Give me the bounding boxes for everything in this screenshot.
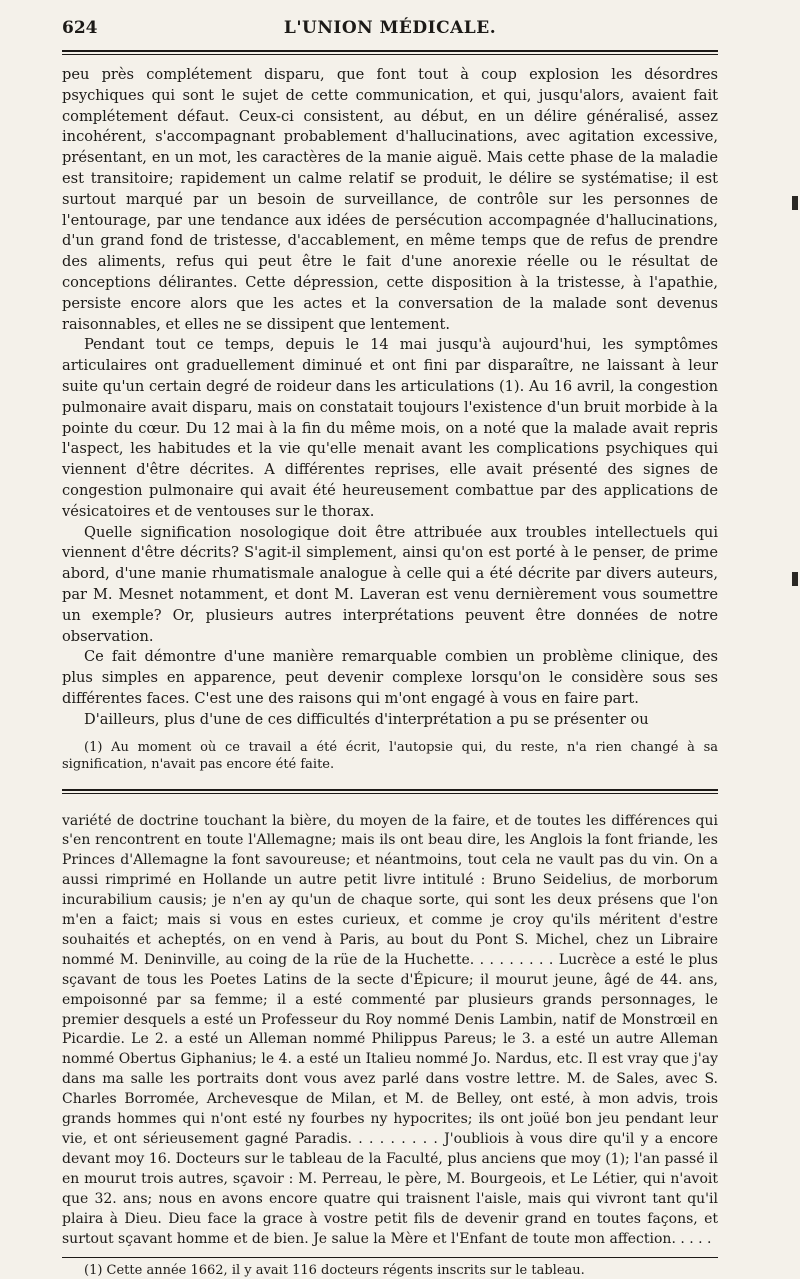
feuilleton-footnote — [62, 1262, 718, 1279]
footnote-rule — [62, 1257, 718, 1258]
header-rule — [62, 50, 718, 52]
page-edge-mark — [792, 196, 798, 210]
section-divider — [62, 789, 718, 791]
footnote-text: (1) Au moment où ce travail a été écrit, l'autopsie qui, du reste, n'a rien changé à sa signification, n'avait pas encore été faite. — [62, 739, 718, 772]
section-divider-thin — [62, 793, 718, 794]
paragraph: Ce fait démontre d'une manière remarquable combien un problème clinique, des plus simples en apparence, peut devenir complexe lorsqu'on le considère sous ses différentes faces. C'est une des raisons qui m'ont engagé à vous en faire part. — [62, 648, 718, 707]
paragraph: peu près complétement disparu, que font tout à coup explosion les désordres psychiques qui sont le sujet de cette communication, et qui, jusqu'alors, avaient fait complétement défaut. Ceux-ci consistent, au début, en un délire généralisé, assez incohérent, s'accompagnant probablement d'hallucinations, avec agitation excessive, présentant, en un mot, les caractères de la manie aiguë. Mais cette phase de la maladie est transitoire; rapidement un calme relatif se produit, le délire se systématise; il est surtout marqué par un besoin de surveillance, de contrôle sur les personnes de l'entourage, par une tendance aux idées de persécution accompagnée d'hallucinations, d'un grand fond de tristesse, d'accablement, en même temps que de refus de prendre des aliments, refus qui peut être le fait d'une anorexie réelle ou le résultat de conceptions délirantes. Cette dépression, cette disposition à la tristesse, à l'apathie, persiste encore alors que les actes et la conversation de la malade sont devenus raisonnables, et elles ne se dissipent que lentement. — [62, 66, 718, 333]
main-article — [62, 65, 718, 731]
header-rule-thin — [62, 54, 718, 55]
page-edge-mark — [792, 572, 798, 586]
page-header — [62, 14, 718, 40]
paragraph: Quelle signification nosologique doit être attribuée aux troubles intellectuels qui viennent d'être décrits? S'agit-il simplement, ainsi qu'on est porté à le penser, de prime abord, d'une manie rhumatismale analogue à celle qui a été décrite par divers auteurs, par M. Mesnet notamment, et dont M. Laveran est venu dernièrement vous soumettre un exemple? Or, plusieurs autres interprétations peuvent être données de notre observation. — [62, 523, 718, 645]
paragraph: Pendant tout ce temps, depuis le 14 mai jusqu'à aujourd'hui, les symptômes articulaires ont graduellement diminué et ont fini par disparaître, ne laissant à leur suite qu'un certain degré de roideur dans les articulations (1). Au 16 avril, la congestion pulmonaire avait disparu, mais on constatait toujours l'existence d'un bruit morbide à la pointe du cœur. Du 12 mai à la fin du même mois, on a noté que la malade avait repris l'aspect, les habitudes et la vie qu'elle menait avant les complications psychiques qui viennent d'être décrites. A différentes reprises, elle avait présenté des signes de congestion pulmonaire qui avait été heureusement combattue par des applications de vésicatoires et de ventouses sur le thorax. — [62, 336, 718, 520]
article-footnote — [62, 739, 718, 773]
page — [62, 14, 718, 1279]
feuilleton-text — [62, 812, 718, 1250]
running-title: L'UNION MÉDICALE. — [283, 18, 497, 38]
footnote-text: (1) Cette année 1662, il y avait 116 docteurs régents inscrits sur le tableau. — [84, 1263, 585, 1279]
paragraph: D'ailleurs, plus d'une de ces difficultés d'interprétation a pu se présenter ou — [84, 710, 649, 728]
paragraph: variété de doctrine touchant la bière, du moyen de la faire, et de toutes les différences qui s'en rencontrent en toute l'Allemagne; mais ils ont beau dire, les Anglois la font friande, les Princes d'Allemagne la font savoureuse; et néantmoins, tout cela ne vault pas du vin. On a aussi rimprimé en Hollande un autre petit livre intitulé : Bruno Seidelius, de morborum incurabilium causis; je n'en ay qu'un de chaque sorte, qui sont les deux présens que l'on m'en a faict; mais si vous en estes curieux, et comme je croy qu'ils méritent d'estre souhaités et acheptés, on en vend à Paris, au bout du Pont S. Michel, chez un Libraire nommé M. Deninville, au coing de la rüe de la Huchette. . . . . . . . . Lucrèce a esté le plus sçavant de tous les Poetes Latins de la secte d'Épicure; il mourut jeune, âgé de 44. ans, empoisonné par sa femme; il a esté commenté par plusieurs grands personnages, le premier desquels a esté un Professeur du Roy nommé Denis Lambin, natif de Monstrœil en Picardie. Le 2. a esté un Alleman nommé Philippus Pareus; le 3. a esté un autre Alleman nommé Obertus Giphanius; le 4. a esté un Italieu nommé Jo. Nardus, etc. Il est vray que j'ay dans ma salle les portraits dont vous avez parlé dans vostre lettre. M. de Sales, avec S. Charles Borromée, Archevesque de Milan, et M. de Belley, ont esté, à mon advis, trois grands hommes qui n'ont esté ny fourbes ny hypocrites; ils ont joüé bon jeu pendant leur vie, et ont sérieusement gagné Paradis. . . . . . . . . J'oubliois à vous dire qu'il y a encore devant moy 16. Docteurs sur le tableau de la Faculté, plus anciens que moy (1); l'an passé il en mourut trois autres, sçavoir : M. Perreau, le père, M. Bourgeois, et Le Létier, qui n'avoit que 32. ans; nous en avons encore quatre qui traisnent l'aisle, mais qui vivront tant qu'il plaira à Dieu. Dieu face la grace à vostre petit fils de devenir grand en toutes façons, et surtout sçavant homme et de bien. Je salue la Mère et l'Enfant de toute mon affection. . . . . — [62, 812, 718, 1247]
page-number: 624 — [62, 18, 98, 38]
